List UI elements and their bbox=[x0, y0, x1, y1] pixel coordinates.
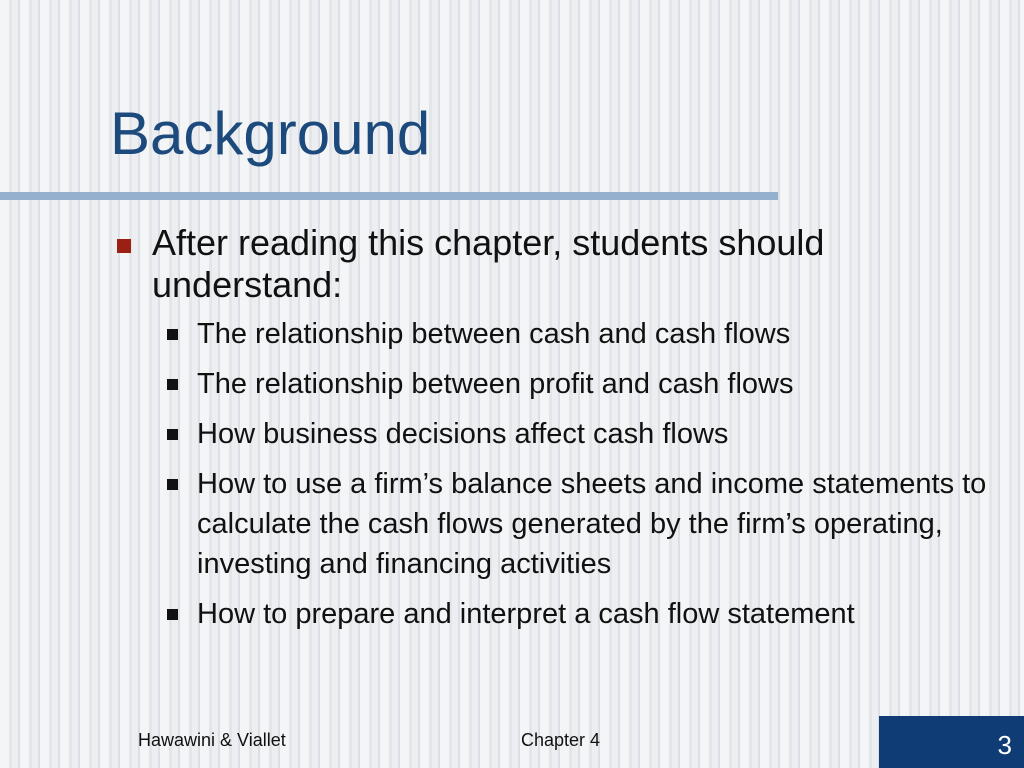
sub-bullet bbox=[0, 594, 1024, 634]
square-bullet-icon bbox=[167, 609, 178, 620]
sub-bullet-text: How to prepare and interpret a cash flow statement bbox=[197, 598, 855, 630]
sub-bullet-text: How to use a firm’s balance sheets and income statements to calculate the cash flows generated by the firm’s operating, investing and financing activities bbox=[197, 468, 987, 580]
page-number-box bbox=[879, 716, 1024, 768]
slide-title: Background bbox=[110, 100, 431, 167]
title-divider bbox=[0, 192, 778, 200]
sub-bullet bbox=[0, 414, 1024, 454]
square-bullet-icon bbox=[117, 239, 131, 253]
square-bullet-icon bbox=[167, 479, 178, 490]
sub-bullet bbox=[0, 314, 1024, 354]
main-bullet-text: After reading this chapter, students should understand: bbox=[152, 222, 825, 305]
square-bullet-icon bbox=[167, 429, 178, 440]
slide-content bbox=[0, 222, 1024, 644]
sub-bullet-text: The relationship between cash and cash flows bbox=[197, 318, 791, 350]
page-number: 3 bbox=[997, 730, 1012, 760]
sub-bullet bbox=[0, 464, 1024, 584]
sub-bullet-text: The relationship between profit and cash flows bbox=[197, 368, 794, 400]
footer-authors: Hawawini & Viallet bbox=[138, 730, 286, 750]
main-bullet bbox=[0, 222, 1024, 306]
square-bullet-icon bbox=[167, 379, 178, 390]
sub-bullet-list bbox=[0, 314, 1024, 634]
sub-bullet-text: How business decisions affect cash flows bbox=[197, 418, 729, 450]
footer-chapter: Chapter 4 bbox=[521, 730, 601, 750]
square-bullet-icon bbox=[167, 329, 178, 340]
sub-bullet bbox=[0, 364, 1024, 404]
